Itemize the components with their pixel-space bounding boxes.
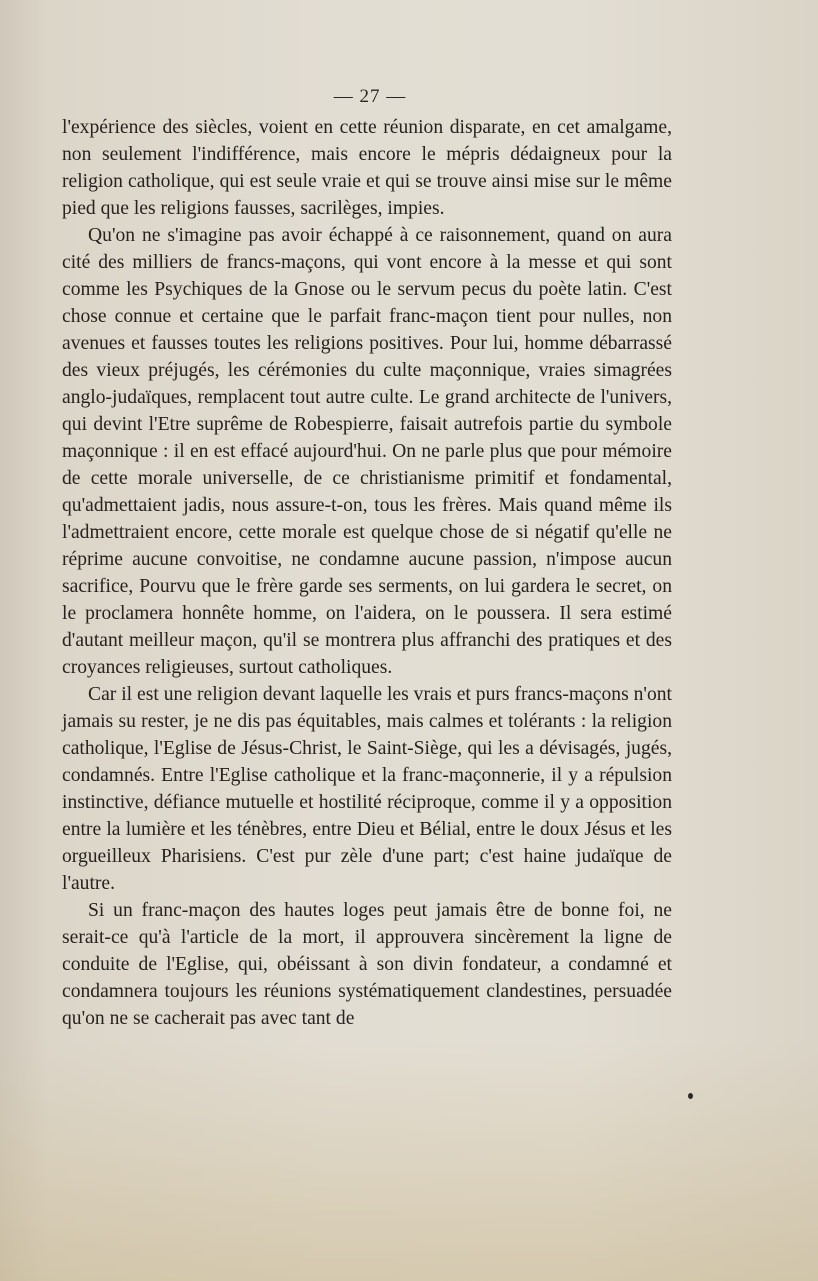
paragraph: l'expérience des siècles, voient en cette réunion disparate, en cet amalgame, non seulement l'indifférence, mais encore le mépris dédaigneux pour la religion catholique, qui est seule vraie et qui se trouve ainsi mise sur le même pied que les religions fausses, sacrilèges, impies. bbox=[62, 117, 672, 219]
paragraph: Qu'on ne s'imagine pas avoir échappé à ce raisonnement, quand on aura cité des milliers de francs-maçons, qui vont encore à la messe et qui sont comme les Psychiques de la Gnose ou le servum pecus du poète latin. C'est chose connue et certaine que le parfait franc-maçon tient pour nulles, non avenues et fausses toutes les religions positives. Pour lui, homme débarrassé des vieux préjugés, les cérémonies du culte maçonnique, vraies simagrées anglo-judaïques, remplacent tout autre culte. Le grand architecte de l'univers, qui devint l'Etre suprême de Robespierre, faisait autrefois partie du symbole maçonnique : il en est effacé aujourd'hui. On ne parle plus que pour mémoire de cette morale universelle, de ce christianisme primitif et fondamental, qu'admettaient jadis, nous assure-t-on, tous les frères. Mais quand même ils l'admettraient encore, cette morale est quelque chose de si négatif qu'elle ne réprime aucune convoitise, ne condamne aucune passion, n'impose aucun sacrifice, Pourvu que le frère garde ses serments, on lui gardera le secret, on le proclamera honnête homme, on l'aidera, on le poussera. Il sera estimé d'autant meilleur maçon, qu'il se montrera plus affranchi des pratiques et des croyances religieuses, surtout catholiques. bbox=[62, 225, 672, 678]
paragraph: Si un franc-maçon des hautes loges peut jamais être de bonne foi, ne serait-ce qu'à l'article de la mort, il approuvera sincèrement la ligne de conduite de l'Eglise, qui, obéissant à son divin fondateur, a condamné et condamnera toujours les réunions systématiquement clandestines, persuadée qu'on ne se cacherait pas avec tant de bbox=[62, 900, 672, 1029]
page-number: — 27 — bbox=[333, 86, 407, 107]
body-text bbox=[62, 114, 672, 1032]
paragraph: Car il est une religion devant laquelle les vrais et purs francs-maçons n'ont jamais su rester, je ne dis pas équitables, mais calmes et tolérants : la religion catholique, l'Eglise de Jésus-Christ, le Saint-Siège, qui les a dévisagés, jugés, condamnés. Entre l'Eglise catholique et la franc-maçonnerie, il y a répulsion instinctive, défiance mutuelle et hostilité réciproque, comme il y a opposition entre la lumière et les ténèbres, entre Dieu et Bélial, entre le doux Jésus et les orgueilleux Pharisiens. C'est pur zèle d'une part; c'est haine judaïque de l'autre. bbox=[62, 684, 672, 894]
ink-speck bbox=[688, 1093, 693, 1099]
